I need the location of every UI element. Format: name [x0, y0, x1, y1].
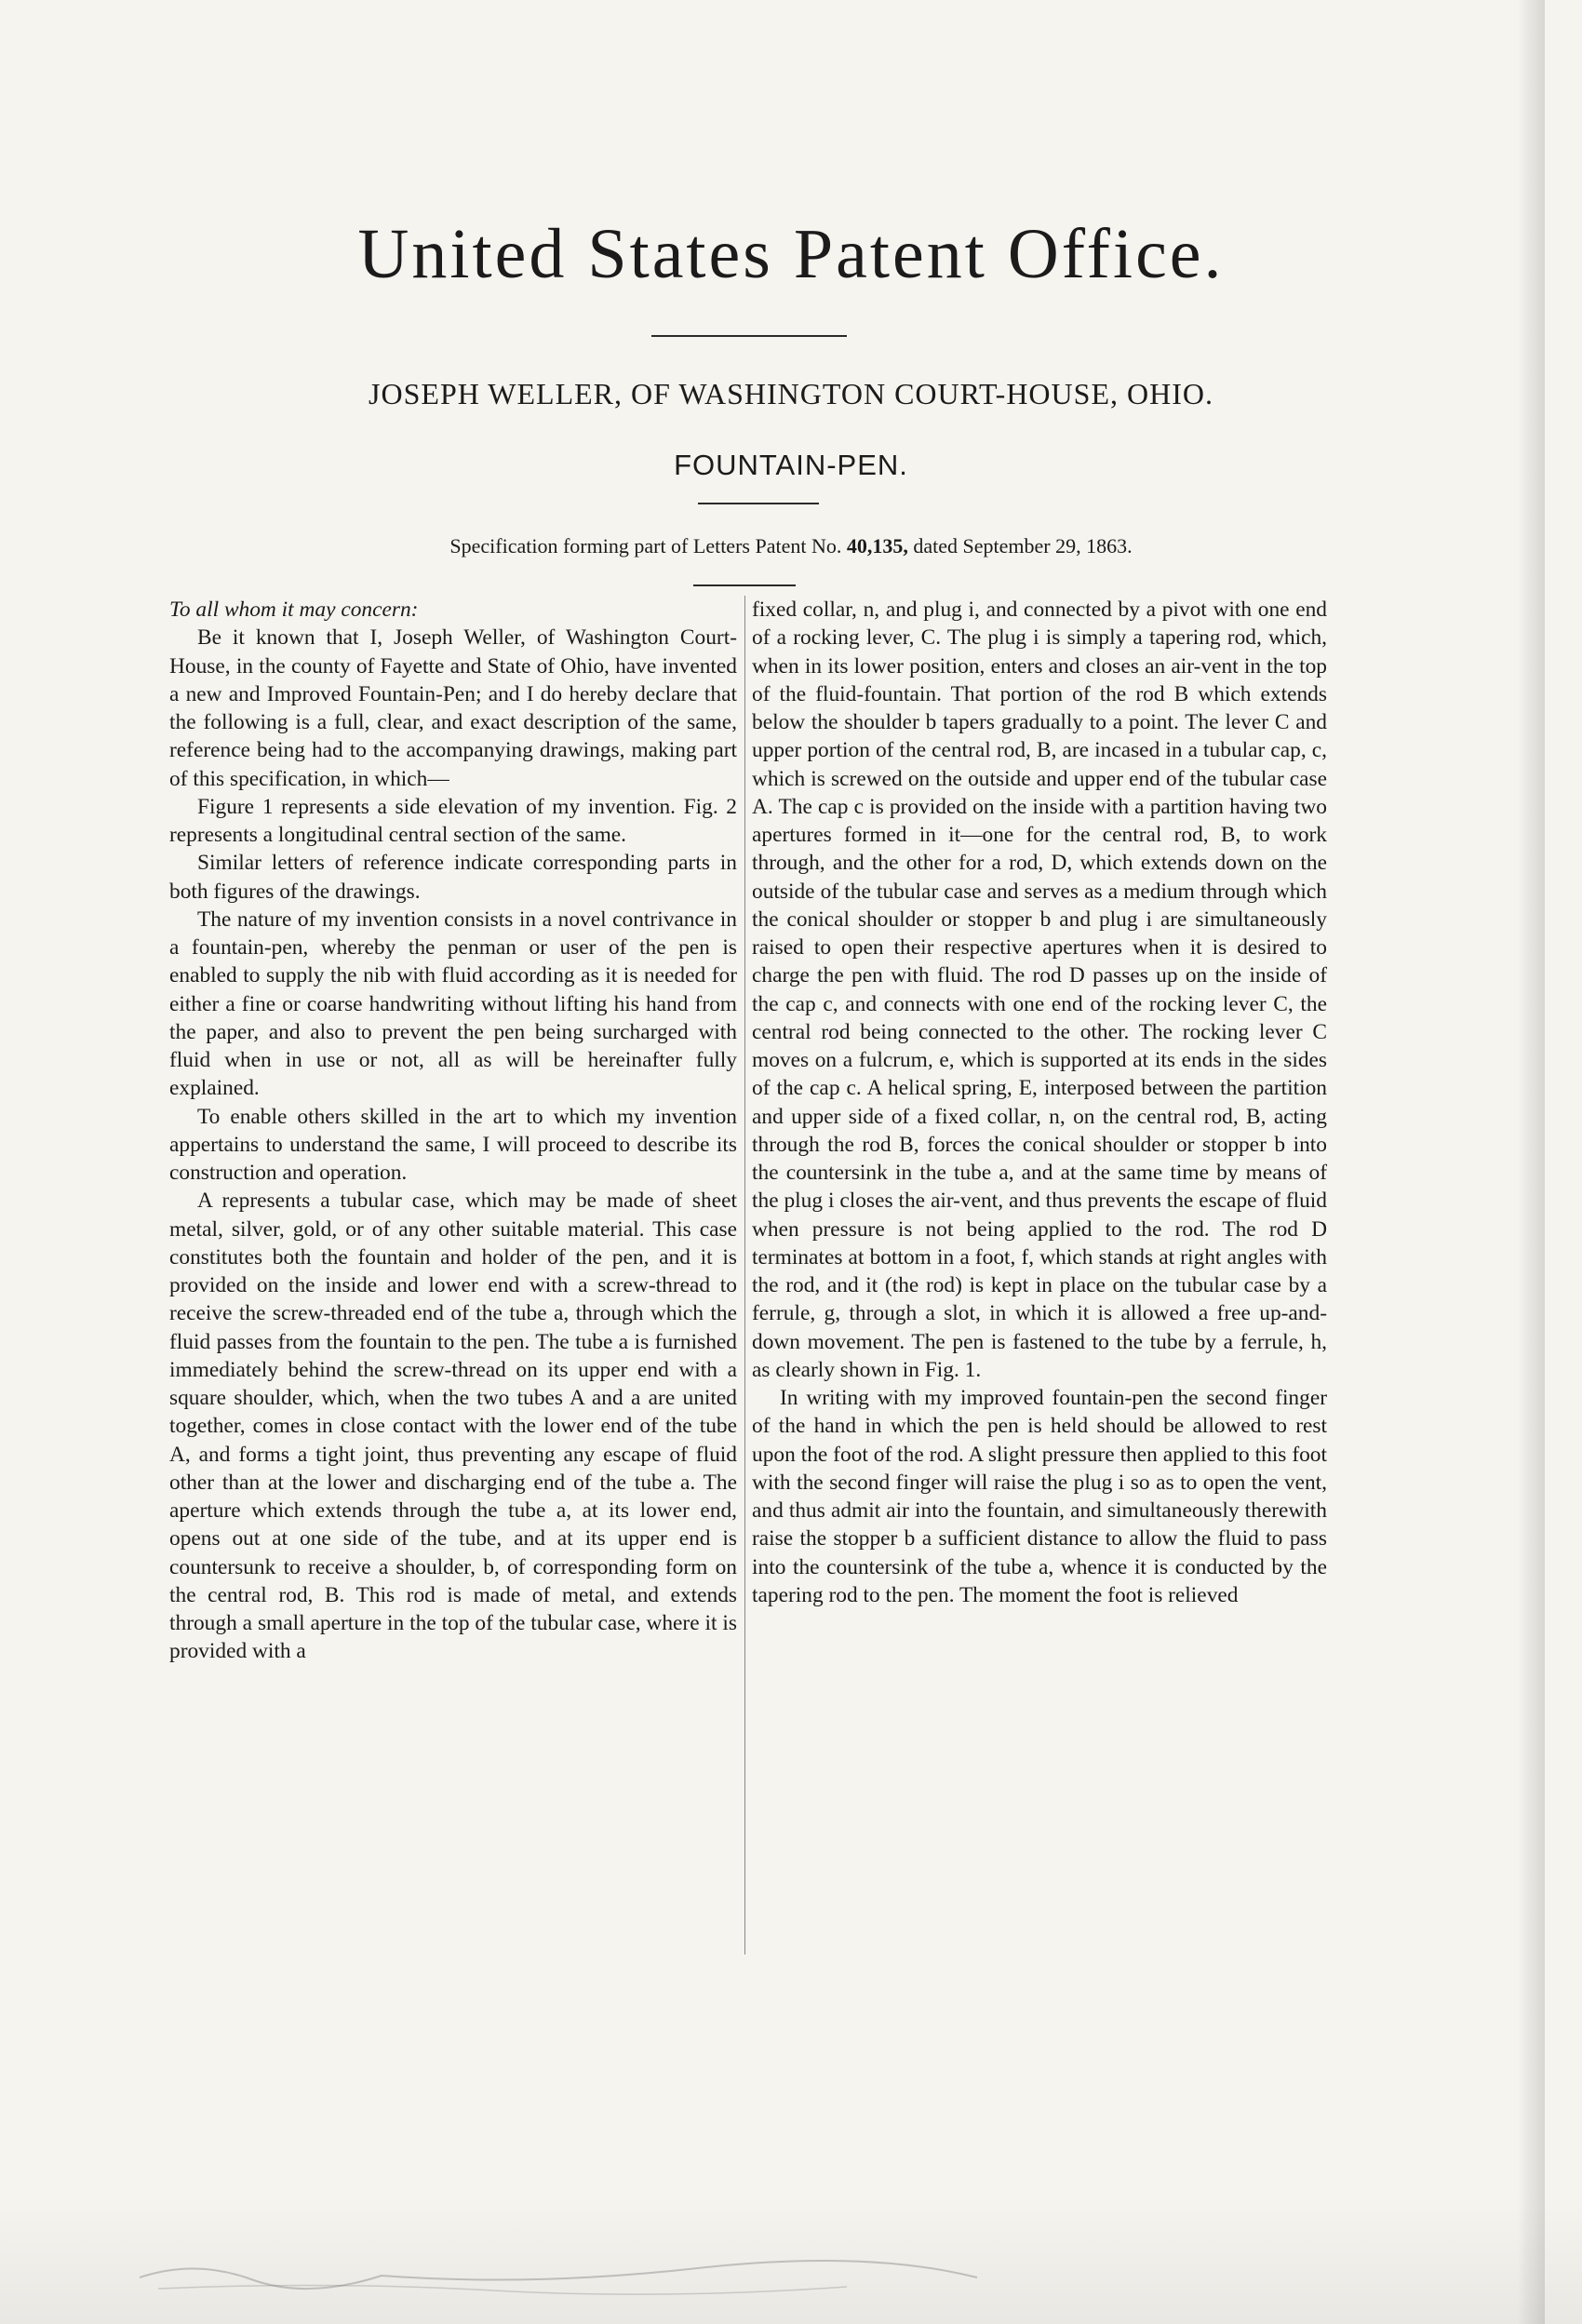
inventor-line: JOSEPH WELLER, OF WASHINGTON COURT-HOUSE, OHIO. [369, 377, 1213, 410]
column-divider [744, 596, 745, 1955]
spec-rule [693, 584, 796, 586]
spec-date: dated September 29, 1863. [913, 534, 1133, 557]
paragraph: To enable others skilled in the art to which my invention appertains to understand the same, I will proceed to describe its construction and operation. [169, 1104, 737, 1185]
spec-prefix: Specification forming part of Letters Patent No. [449, 534, 842, 557]
paragraph: A represents a tubular case, which may be made of sheet metal, silver, gold, or of any other suitable material. This case constitutes both the fountain and holder of the pen, and it is provided on the inside and lower end with a screw-thread to receive the screw-threaded end of the tube a, through which the fluid passes from the fountain to the pen. The tube a is furnished immediately behind the screw-thread on its upper end with a square shoulder, which, when the two tubes A and a are united together, comes in close contact with the lower end of the tube A, and forms a tight joint, thus preventing any escape of fluid other than at the lower and discharging end of the tube a. The aperture which extends through the tube a, at its lower end, opens out at one side of the tube, and at its upper end is countersunk to receive a shoulder, b, of corresponding form on the central rod, B. This rod is made of metal, and extends through a small aperture in the top of the tubular case, where it is provided with a [169, 1189, 737, 1664]
page-edge-shadow [1517, 0, 1545, 2324]
left-column [169, 596, 737, 1666]
paragraph: Similar letters of reference indicate corresponding parts in both figures of the drawings. [169, 851, 737, 904]
paragraph: Figure 1 represents a side elevation of my invention. Fig. 2 represents a longitudinal central section of the same. [169, 794, 737, 847]
subject-rule [698, 503, 819, 504]
title-rule [651, 335, 847, 337]
subject-heading: FOUNTAIN-PEN. [674, 449, 908, 481]
patent-number: 40,135, [846, 534, 908, 557]
paragraph: Be it known that I, Joseph Weller, of Washington Court-House, in the county of Fayette and State of Ohio, have invented a new and Improved Fountain-Pen; and I do hereby declare that the following is a full, clear, and exact description of the same, reference being had to the accompanying drawings, making part of this specification, in which— [169, 625, 737, 791]
paragraph: fixed collar, n, and plug i, and connected by a pivot with one end of a rocking lever, C. The plug i is simply a tapering rod, which, when in its lower position, enters and closes an air-vent in the top of the fluid-fountain. That portion of the rod B which extends below the shoulder b tapers gradually to a point. The lever C and upper portion of the central rod, B, are incased in a tubular cap, c, which is screwed on the outside and upper end of the tubular case A. The cap c is provided on the inside with a partition having two apertures formed in it—one for the central rod, B, to work through, and the other for a rod, D, which extends down on the outside of the tubular case and serves as a medium through which the conical shoulder or stopper b and plug i are simultaneously raised to open their respective apertures when it is desired to charge the pen with fluid. The rod D passes up on the inside of the cap c, and connects with one end of the rocking lever C, the central rod being connected to the other. The rocking lever C moves on a fulcrum, e, which is supported at its ends in the sides of the cap c. A helical spring, E, interposed between the partition and upper side of a fixed collar, n, on the central rod, B, acting through the rod B, forces the conical shoulder or stopper b into the countersink in the tube a, and at the same time by means of the plug i closes the air-vent, and thus prevents the escape of fluid when pressure is not being applied to the rod. The rod D terminates at bottom in a foot, f, which stands at right angles with the rod, and it (the rod) is kept in place on the tubular case by a ferrule, g, through a slot, in which it is allowed a free up-and-down movement. The pen is fastened to the tube by a ferrule, h, as clearly shown in Fig. 1. [752, 598, 1327, 1382]
scan-smudge [140, 2240, 1256, 2296]
right-column [752, 596, 1327, 1609]
office-title: United States Patent Office. [357, 215, 1225, 293]
salutation: To all whom it may concern: [169, 598, 419, 622]
paragraph: The nature of my invention consists in a novel contrivance in a fountain-pen, whereby the penman or user of the pen is enabled to supply the nib with fluid according as it is needed for either a fine or coarse handwriting without lifting his hand from the paper, and also to prevent the pen being surcharged with fluid when in use or not, all as will be hereinafter fully explained. [169, 907, 737, 1101]
paragraph: In writing with my improved fountain-pen the second finger of the hand in which the pen is held should be allowed to rest upon the foot of the rod. A slight pressure then applied to this foot with the second finger will raise the plug i so as to open the vent, and thus admit air into the fountain, and simultaneously therewith raise the stopper b a sufficient distance to allow the fluid to pass into the countersink of the tube a, whence it is conducted by the tapering rod to the pen. The moment the foot is relieved [752, 1386, 1327, 1607]
specification-line [0, 534, 1582, 558]
